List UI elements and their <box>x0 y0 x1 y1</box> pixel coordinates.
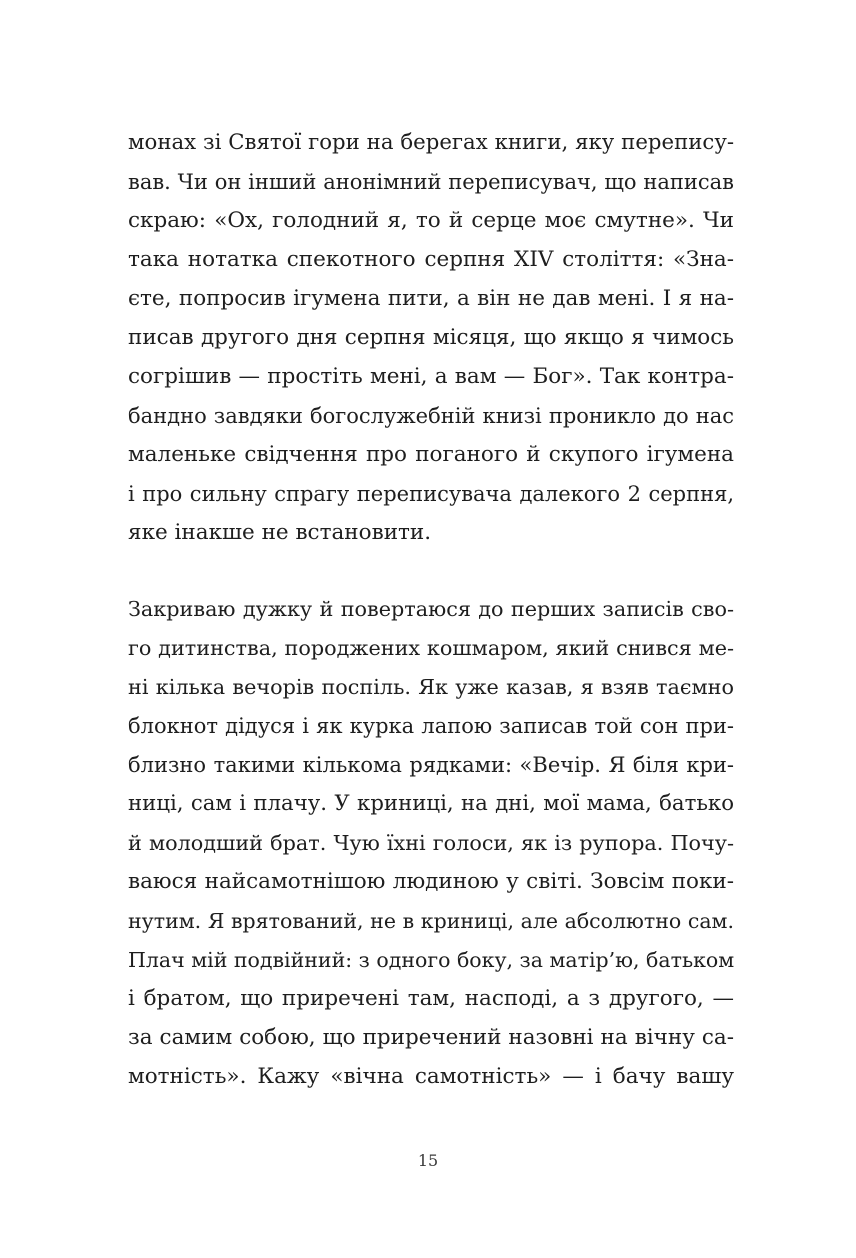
text-line: ниці, сам і плачу. У криниці, на дні, мої мама, батько <box>128 791 734 816</box>
text-line: близно такими кількома рядками: «Вечір. Я біля кри- <box>128 753 734 777</box>
text-line: монах зі Святої гори на берегах книги, яку перепису- <box>128 130 734 155</box>
text-line: за самим собою, що приречений назовні на вічну са- <box>128 1025 734 1050</box>
text-line: вав. Чи он інший анонімний переписувач, що написав <box>128 170 734 194</box>
text-line: блокнот дідуся і як курка лапою записав той сон при- <box>128 714 734 738</box>
text-line: го дитинства, породжених кошмаром, який снився ме- <box>128 636 734 660</box>
text-line: маленьке свідчення про поганого й скупого ігумена <box>128 442 734 467</box>
text-line: скраю: «Ох, голодний я, то й серце моє смутне». Чи <box>128 208 734 233</box>
text-line: єте, попросив ігумена пити, а він не дав мені. І я на- <box>128 286 734 311</box>
page-number: 15 <box>417 1151 439 1170</box>
text-line: і братом, що приречені там, насподі, а з другого, — <box>128 986 734 1011</box>
text-line: і про сильну спрагу переписувача далекого 2 серпня, <box>128 482 734 506</box>
text-line: Закриваю дужку й повертаюся до перших записів сво- <box>128 597 734 621</box>
text-line: така нотатка спекотного серпня XIV століття: «Зна- <box>128 247 734 272</box>
text-line: ваюся найсамотнішою людиною у світі. Зовсім поки- <box>128 869 734 894</box>
text-line: Плач мій подвійний: з одного боку, за матір’ю, батьком <box>128 948 735 972</box>
text-line: бандно завдяки богослужебній книзі проникло до нас <box>128 404 734 428</box>
text-line-last: яке інакше не встановити. <box>128 520 432 545</box>
text-line: нутим. Я врятований, не в криниці, але абсолютно сам. <box>128 909 734 933</box>
text-line: писав другого дня серпня місяця, що якщо я чимось <box>128 325 734 350</box>
text-line: согрішив — простіть мені, а вам — Бог». Так контра- <box>128 364 734 389</box>
text-line: мотність». Кажу «вічна самотність» — і бачу вашу <box>128 1064 734 1089</box>
text-line: й молодший брат. Чую їхні голоси, як із рупора. Почу- <box>128 831 734 855</box>
text-line: ні кілька вечорів поспіль. Як уже казав, я взяв таємно <box>128 675 734 699</box>
